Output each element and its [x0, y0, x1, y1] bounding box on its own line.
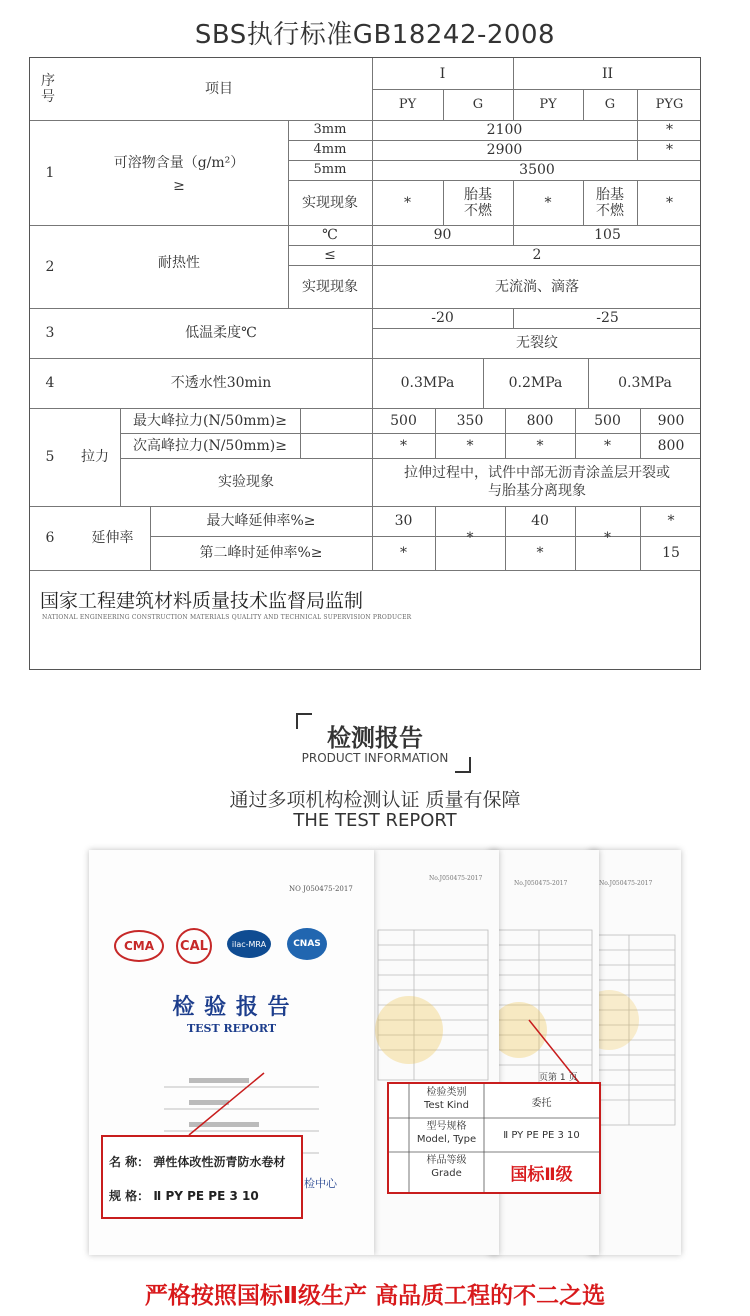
thickness-label: 3mm	[313, 122, 347, 137]
header-sub: PYG	[655, 96, 684, 112]
cell-value: *	[466, 437, 474, 454]
cell-value: *	[544, 194, 552, 211]
cell-value: *	[400, 437, 407, 454]
row-number: 5	[45, 449, 55, 465]
row-label: 不透水性30min	[170, 375, 272, 391]
cell-value: 500	[390, 412, 417, 429]
kind-value: 委托	[531, 1097, 552, 1109]
row-number: 6	[45, 530, 55, 546]
phenomenon-label: 实现现象	[302, 194, 358, 211]
header-sub: G	[604, 96, 616, 112]
supervisor-text: 国家工程建筑材料质量技术监督局监制	[40, 590, 364, 612]
cell-value: 90	[433, 227, 452, 243]
cell-value: *	[604, 437, 611, 454]
cell-value: 900	[657, 412, 685, 429]
thickness-label: 4mm	[313, 142, 347, 157]
cell-value: -20	[431, 310, 454, 326]
cell-value: 105	[594, 227, 621, 243]
cell-value: 40	[531, 513, 549, 529]
cell-value: 无裂纹	[516, 335, 558, 351]
cell-value: *	[466, 530, 474, 546]
header-sub: G	[472, 96, 484, 112]
cell-value: *	[666, 142, 673, 158]
header-item: 项目	[205, 81, 233, 97]
callout-line	[89, 850, 679, 1255]
cell-value: 3500	[519, 162, 555, 178]
cell-value: *	[536, 437, 544, 454]
cell-value: 2100	[486, 122, 523, 138]
row-number: 2	[45, 258, 55, 275]
report-title: 检测报告	[327, 724, 423, 752]
cell-value: 800	[657, 437, 685, 454]
report-subtitle: PRODUCT INFORMATION	[301, 751, 449, 765]
grade-label-en: Grade	[431, 1168, 462, 1179]
header-grade-1: I	[439, 65, 446, 82]
phenomenon-label: 实现现象	[302, 278, 358, 295]
spec-value: Ⅱ PY PE PE 3 10	[153, 1189, 259, 1203]
header-sub: PY	[539, 96, 557, 112]
cma-logo: CMA	[114, 930, 164, 962]
unit-label: ≤	[324, 247, 336, 263]
cal-logo: CAL	[176, 928, 212, 964]
page-title: SBS执行标准GB18242-2008	[194, 20, 556, 50]
cell-value: 15	[662, 545, 680, 561]
row-label: 延伸率	[91, 530, 134, 546]
spec-label: 规 格：	[109, 1189, 150, 1203]
header-seq: 序 号	[41, 73, 55, 105]
cell-value: 拉伸过程中，试件中部无沥青涂盖层开裂或 与胎基分离现象	[404, 465, 670, 499]
cnas-logo: CNAS	[287, 928, 327, 960]
cell-value: 2900	[486, 142, 523, 158]
grade-label: 样品等级	[426, 1155, 467, 1166]
cell-value: 2	[532, 247, 542, 263]
cell-value: 800	[526, 412, 554, 429]
cell-value: 胎基 不燃	[464, 186, 492, 219]
supervisor-text-en: NATIONAL ENGINEERING CONSTRUCTION MATERIALS QUALITY AND TECHNICAL SUPERVISION PRODUCER	[42, 614, 412, 621]
model-label: 型号规格	[426, 1121, 467, 1132]
cell-value: *	[604, 530, 611, 546]
report-page: No.J050475-2017	[374, 850, 499, 1255]
kind-label-en: Test Kind	[424, 1100, 469, 1111]
cell-value: 胎基 不燃	[596, 186, 624, 219]
cell-value: *	[666, 122, 673, 138]
sub-label: 次高峰拉力(N/50mm)≥	[133, 437, 287, 454]
row-label: 拉力	[81, 449, 109, 465]
sub-label: 第二峰时延伸率%≥	[199, 545, 323, 561]
row-number: 1	[45, 164, 55, 181]
cell-value: *	[404, 194, 411, 211]
cover-title-en: TEST REPORT	[186, 1022, 277, 1035]
row-number: 3	[45, 325, 55, 341]
row-label: 可溶物含量（g/m²）	[113, 155, 245, 171]
bottom-slogan: 严格按照国标Ⅱ级生产 高品质工程的不二之选	[144, 1283, 606, 1309]
header-sub: PY	[398, 96, 417, 112]
cell-value: 0.3MPa	[400, 375, 455, 391]
cell-value: *	[400, 545, 407, 561]
grade-value: 国标Ⅱ级	[510, 1164, 573, 1185]
detail-highlight-box	[387, 1073, 601, 1194]
cell-value: 无流淌、滴落	[495, 278, 579, 295]
cell-value: -25	[596, 310, 619, 326]
cell-value: 350	[456, 412, 484, 429]
cell-value: *	[667, 513, 675, 529]
report-page: No.J050475-2017	[489, 850, 599, 1255]
name-value: 弹性体改性沥青防水卷材	[153, 1155, 286, 1169]
ilac-logo: ilac-MRA	[227, 930, 271, 958]
sub-label: 最大峰延伸率%≥	[206, 513, 316, 529]
cell-value: 0.2MPa	[508, 375, 563, 391]
sub-label: 实验现象	[218, 474, 274, 490]
header-grade-2: II	[601, 65, 614, 82]
cell-value: *	[666, 194, 673, 211]
row-label-ge: ≥	[173, 178, 185, 194]
stamp-text: 检中心	[304, 1177, 337, 1190]
row-divider	[30, 570, 700, 571]
sub-label: 最大峰拉力(N/50mm)≥	[133, 412, 287, 429]
spec-table	[29, 57, 701, 670]
report-photo	[89, 850, 679, 1255]
page-indicator: 页第 1 页	[539, 1073, 578, 1083]
row-number: 4	[45, 375, 55, 391]
cell-value: 0.3MPa	[618, 375, 672, 391]
unit-label: ℃	[322, 227, 338, 243]
row-label: 低温柔度℃	[185, 325, 257, 341]
row-label: 耐热性	[158, 254, 200, 271]
model-label-en: Model, Type	[416, 1134, 477, 1145]
kind-label: 检验类别	[426, 1087, 467, 1098]
report-tagline-en: THE TEST REPORT	[293, 810, 457, 831]
model-value: Ⅱ PY PE PE 3 10	[503, 1129, 580, 1141]
report-tagline: 通过多项机构检测认证 质量有保障	[229, 789, 521, 811]
report-number: NO J050475-2017	[289, 885, 353, 893]
cell-value: 500	[594, 412, 621, 429]
cover-title: 检 验 报 告	[172, 995, 291, 1020]
cell-value: 30	[394, 513, 413, 529]
thickness-label: 5mm	[313, 162, 347, 177]
report-page: No.J050475-2017	[589, 850, 681, 1255]
cell-value: *	[536, 545, 544, 561]
name-label: 名 称：	[109, 1155, 150, 1169]
